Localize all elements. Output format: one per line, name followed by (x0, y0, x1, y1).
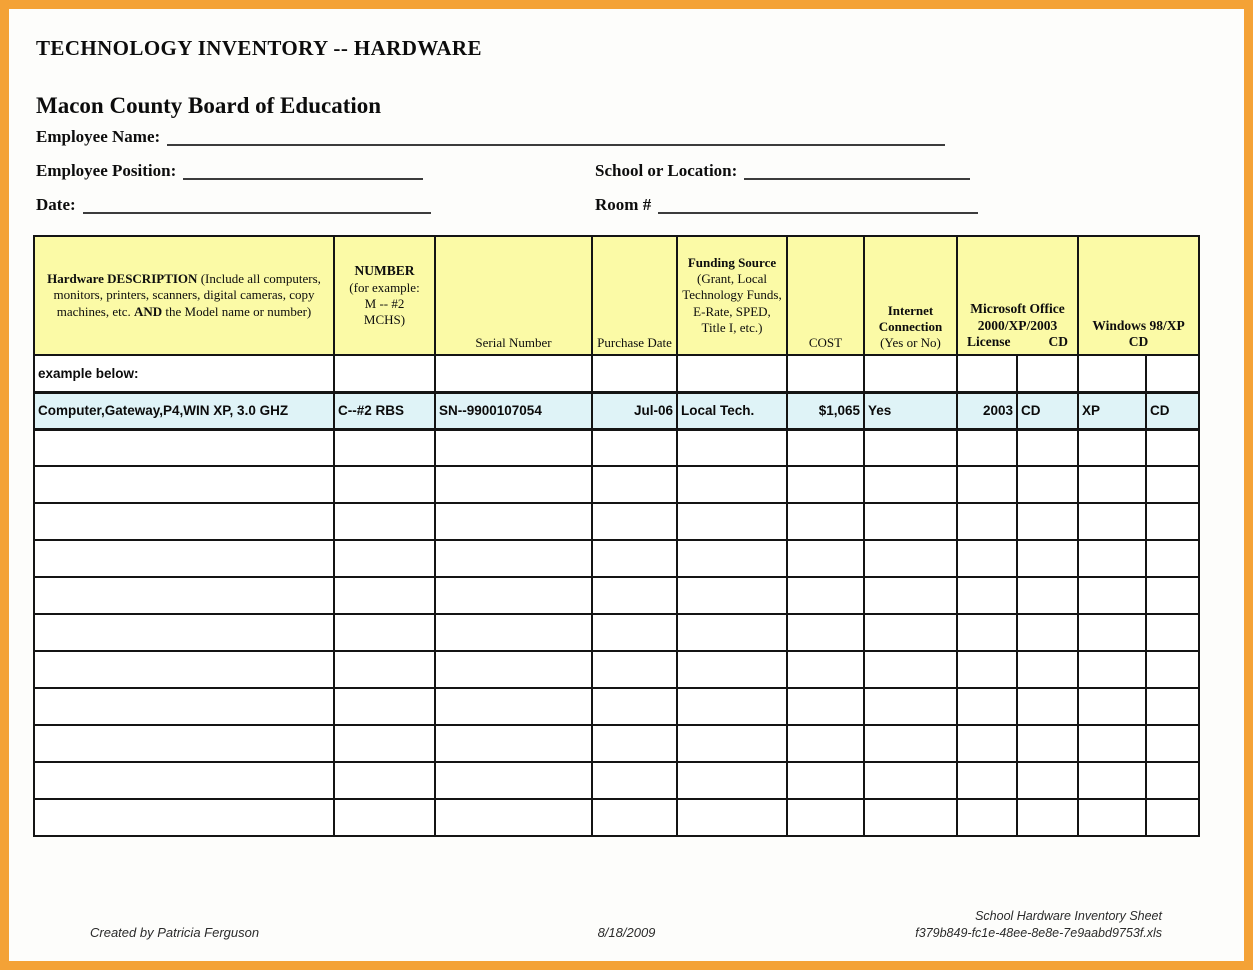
empty-cell[interactable] (1078, 799, 1146, 836)
footer-file-name: f379b849-fc1e-48ee-8e8e-7e9aabd9753f.xls (915, 926, 1162, 940)
empty-cell[interactable] (1078, 762, 1146, 799)
date-label: Date: (36, 195, 76, 214)
empty-cell[interactable] (1146, 799, 1199, 836)
empty-cell[interactable] (1078, 429, 1146, 466)
empty-cell[interactable] (34, 688, 334, 725)
empty-cell[interactable] (864, 725, 957, 762)
empty-cell[interactable] (334, 355, 435, 392)
empty-cell[interactable] (1017, 355, 1078, 392)
empty-cell[interactable] (34, 429, 334, 466)
empty-row (34, 688, 1199, 725)
empty-cell[interactable] (957, 688, 1017, 725)
col-header-internet-connection: Internet Connection (Yes or No) (864, 236, 957, 355)
empty-cell[interactable] (334, 540, 435, 577)
example-label-cell[interactable]: example below: (34, 355, 334, 392)
empty-cell[interactable] (435, 799, 592, 836)
sub-header-office-cd: CD (1048, 334, 1069, 350)
empty-cell[interactable] (34, 540, 334, 577)
empty-cell[interactable] (1078, 355, 1146, 392)
footer-sheet-title: School Hardware Inventory Sheet (975, 909, 1162, 923)
empty-cell[interactable] (787, 355, 864, 392)
empty-cell[interactable] (334, 577, 435, 614)
empty-cell[interactable] (435, 614, 592, 651)
empty-cell[interactable] (957, 429, 1017, 466)
cell-purchase-date[interactable]: Jul-06 (592, 392, 677, 429)
empty-cell[interactable] (1146, 725, 1199, 762)
employee-position-blank-line[interactable] (183, 166, 423, 180)
empty-cell[interactable] (435, 355, 592, 392)
empty-cell[interactable] (957, 466, 1017, 503)
organization-name: Macon County Board of Education (36, 93, 382, 118)
employee-position-label: Employee Position: (36, 161, 177, 180)
employee-position-field (36, 161, 423, 181)
empty-cell[interactable] (435, 762, 592, 799)
empty-cell[interactable] (677, 466, 787, 503)
empty-cell[interactable] (435, 540, 592, 577)
empty-cell[interactable] (592, 651, 677, 688)
empty-cell[interactable] (787, 614, 864, 651)
empty-cell[interactable] (787, 466, 864, 503)
empty-cell[interactable] (864, 466, 957, 503)
empty-cell[interactable] (677, 577, 787, 614)
room-number-field (595, 195, 978, 215)
date-field (36, 195, 431, 215)
empty-cell[interactable] (864, 503, 957, 540)
empty-cell[interactable] (864, 540, 957, 577)
cell-serial-number[interactable]: SN--9900107054 (435, 392, 592, 429)
document-title: TECHNOLOGY INVENTORY -- HARDWARE (36, 36, 482, 60)
empty-cell[interactable] (1017, 762, 1078, 799)
empty-cell[interactable] (592, 799, 677, 836)
room-number-label: Room # (595, 195, 652, 214)
empty-cell[interactable] (1146, 429, 1199, 466)
footer-date: 8/18/2009 (597, 925, 656, 940)
empty-cell[interactable] (864, 577, 957, 614)
empty-cell[interactable] (592, 577, 677, 614)
cell-office-license[interactable]: 2003 (957, 392, 1017, 429)
empty-row (34, 577, 1199, 614)
empty-cell[interactable] (1017, 725, 1078, 762)
empty-cell[interactable] (1146, 503, 1199, 540)
empty-cell[interactable] (677, 725, 787, 762)
empty-cell[interactable] (1017, 651, 1078, 688)
empty-cell[interactable] (787, 762, 864, 799)
empty-cell[interactable] (957, 725, 1017, 762)
empty-cell[interactable] (787, 429, 864, 466)
example-label-row (34, 355, 1199, 392)
empty-cell[interactable] (1078, 503, 1146, 540)
empty-cell[interactable] (592, 762, 677, 799)
empty-cell[interactable] (1078, 614, 1146, 651)
empty-cell[interactable] (592, 503, 677, 540)
empty-cell[interactable] (864, 799, 957, 836)
empty-cell[interactable] (34, 577, 334, 614)
empty-cell[interactable] (334, 688, 435, 725)
empty-cell[interactable] (1078, 466, 1146, 503)
empty-cell[interactable] (1017, 540, 1078, 577)
empty-cell[interactable] (1146, 762, 1199, 799)
empty-cell[interactable] (1017, 577, 1078, 614)
empty-row (34, 429, 1199, 466)
inventory-table-body (34, 355, 1199, 836)
empty-cell[interactable] (1078, 725, 1146, 762)
empty-cell[interactable] (334, 762, 435, 799)
empty-cell[interactable] (1017, 799, 1078, 836)
empty-row (34, 799, 1199, 836)
empty-cell[interactable] (592, 614, 677, 651)
empty-cell[interactable] (787, 540, 864, 577)
school-location-label: School or Location: (595, 161, 738, 180)
col-header-cost: COST (787, 236, 864, 355)
empty-cell[interactable] (864, 762, 957, 799)
empty-cell[interactable] (1146, 577, 1199, 614)
empty-cell[interactable] (864, 429, 957, 466)
empty-cell[interactable] (957, 577, 1017, 614)
empty-cell[interactable] (957, 503, 1017, 540)
empty-cell[interactable] (592, 725, 677, 762)
empty-cell[interactable] (334, 466, 435, 503)
empty-cell[interactable] (435, 688, 592, 725)
empty-cell[interactable] (34, 651, 334, 688)
empty-cell[interactable] (34, 725, 334, 762)
col-header-microsoft-office: Microsoft Office 2000/XP/2003 License CD (957, 236, 1078, 355)
empty-cell[interactable] (957, 355, 1017, 392)
col-header-funding-source: Funding Source (Grant, Local Technology Funds, E-Rate, SPED, Title I, etc.) (677, 236, 787, 355)
room-number-blank-line[interactable] (658, 200, 978, 214)
cell-description[interactable]: Computer,Gateway,P4,WIN XP, 3.0 GHZ (34, 392, 334, 429)
col-header-purchase-date: Purchase Date (592, 236, 677, 355)
empty-cell[interactable] (592, 466, 677, 503)
sub-header-license: License (967, 334, 1011, 350)
empty-cell[interactable] (435, 503, 592, 540)
empty-cell[interactable] (1017, 429, 1078, 466)
empty-cell[interactable] (34, 762, 334, 799)
cell-internet-connection[interactable]: Yes (864, 392, 957, 429)
empty-cell[interactable] (592, 540, 677, 577)
empty-cell[interactable] (1017, 503, 1078, 540)
school-location-blank-line[interactable] (744, 166, 970, 180)
cell-cost[interactable]: $1,065 (787, 392, 864, 429)
empty-cell[interactable] (1078, 577, 1146, 614)
empty-cell[interactable] (864, 651, 957, 688)
empty-cell[interactable] (864, 355, 957, 392)
cell-windows-xp[interactable]: XP (1078, 392, 1146, 429)
inventory-table (33, 235, 1200, 837)
header-row (34, 236, 1199, 355)
empty-cell[interactable] (435, 725, 592, 762)
empty-cell[interactable] (435, 651, 592, 688)
empty-cell[interactable] (334, 651, 435, 688)
empty-cell[interactable] (1146, 540, 1199, 577)
empty-cell[interactable] (957, 540, 1017, 577)
empty-row (34, 651, 1199, 688)
empty-row (34, 762, 1199, 799)
empty-cell[interactable] (677, 503, 787, 540)
empty-cell[interactable] (435, 466, 592, 503)
empty-cell[interactable] (435, 577, 592, 614)
empty-cell[interactable] (864, 688, 957, 725)
empty-row (34, 503, 1199, 540)
empty-cell[interactable] (1017, 466, 1078, 503)
empty-row (34, 540, 1199, 577)
empty-cell[interactable] (1017, 688, 1078, 725)
footer-created-by: Created by Patricia Ferguson (90, 925, 260, 940)
empty-row (34, 466, 1199, 503)
empty-cell[interactable] (1146, 355, 1199, 392)
empty-cell[interactable] (957, 651, 1017, 688)
empty-cell[interactable] (787, 725, 864, 762)
empty-cell[interactable] (1078, 688, 1146, 725)
cell-office-cd[interactable]: CD (1017, 392, 1078, 429)
empty-cell[interactable] (787, 688, 864, 725)
col-header-number: NUMBER (for example: M -- #2 MCHS) (334, 236, 435, 355)
empty-cell[interactable] (1078, 651, 1146, 688)
empty-cell[interactable] (787, 799, 864, 836)
empty-cell[interactable] (334, 429, 435, 466)
date-blank-line[interactable] (83, 200, 431, 214)
example-data-row (34, 392, 1199, 429)
empty-cell[interactable] (957, 614, 1017, 651)
empty-cell[interactable] (677, 355, 787, 392)
cell-funding-source[interactable]: Local Tech. (677, 392, 787, 429)
empty-cell[interactable] (787, 651, 864, 688)
empty-cell[interactable] (677, 762, 787, 799)
empty-cell[interactable] (34, 503, 334, 540)
empty-cell[interactable] (1146, 651, 1199, 688)
school-location-field (595, 161, 970, 181)
employee-name-field (36, 127, 945, 147)
empty-cell[interactable] (957, 799, 1017, 836)
empty-cell[interactable] (957, 762, 1017, 799)
empty-row (34, 614, 1199, 651)
empty-cell[interactable] (1146, 614, 1199, 651)
empty-cell[interactable] (34, 614, 334, 651)
empty-cell[interactable] (334, 503, 435, 540)
empty-cell[interactable] (334, 614, 435, 651)
empty-cell[interactable] (334, 725, 435, 762)
empty-cell[interactable] (787, 577, 864, 614)
empty-cell[interactable] (435, 429, 592, 466)
cell-windows-cd[interactable]: CD (1146, 392, 1199, 429)
employee-name-blank-line[interactable] (167, 132, 945, 146)
col-header-windows: Windows 98/XP CD (1078, 236, 1199, 355)
empty-cell[interactable] (592, 688, 677, 725)
col-header-hardware-description: Hardware DESCRIPTION (Include all computers, monitors, printers, scanners, digital cameras, copy machines, etc. AND the Model name or number) (34, 236, 334, 355)
cell-number[interactable]: C--#2 RBS (334, 392, 435, 429)
empty-cell[interactable] (787, 503, 864, 540)
empty-cell[interactable] (864, 614, 957, 651)
empty-cell[interactable] (677, 688, 787, 725)
empty-cell[interactable] (1146, 688, 1199, 725)
empty-cell[interactable] (677, 429, 787, 466)
empty-row (34, 725, 1199, 762)
empty-cell[interactable] (677, 651, 787, 688)
empty-cell[interactable] (1017, 614, 1078, 651)
empty-cell[interactable] (592, 355, 677, 392)
empty-cell[interactable] (34, 466, 334, 503)
employee-name-label: Employee Name: (36, 127, 161, 146)
empty-cell[interactable] (1078, 540, 1146, 577)
empty-cell[interactable] (34, 799, 334, 836)
empty-cell[interactable] (592, 429, 677, 466)
footer-sheet-info (915, 908, 1162, 942)
empty-cell[interactable] (1146, 466, 1199, 503)
empty-cell[interactable] (677, 799, 787, 836)
empty-cell[interactable] (677, 614, 787, 651)
col-header-serial-number: Serial Number (435, 236, 592, 355)
empty-cell[interactable] (334, 799, 435, 836)
empty-cell[interactable] (677, 540, 787, 577)
